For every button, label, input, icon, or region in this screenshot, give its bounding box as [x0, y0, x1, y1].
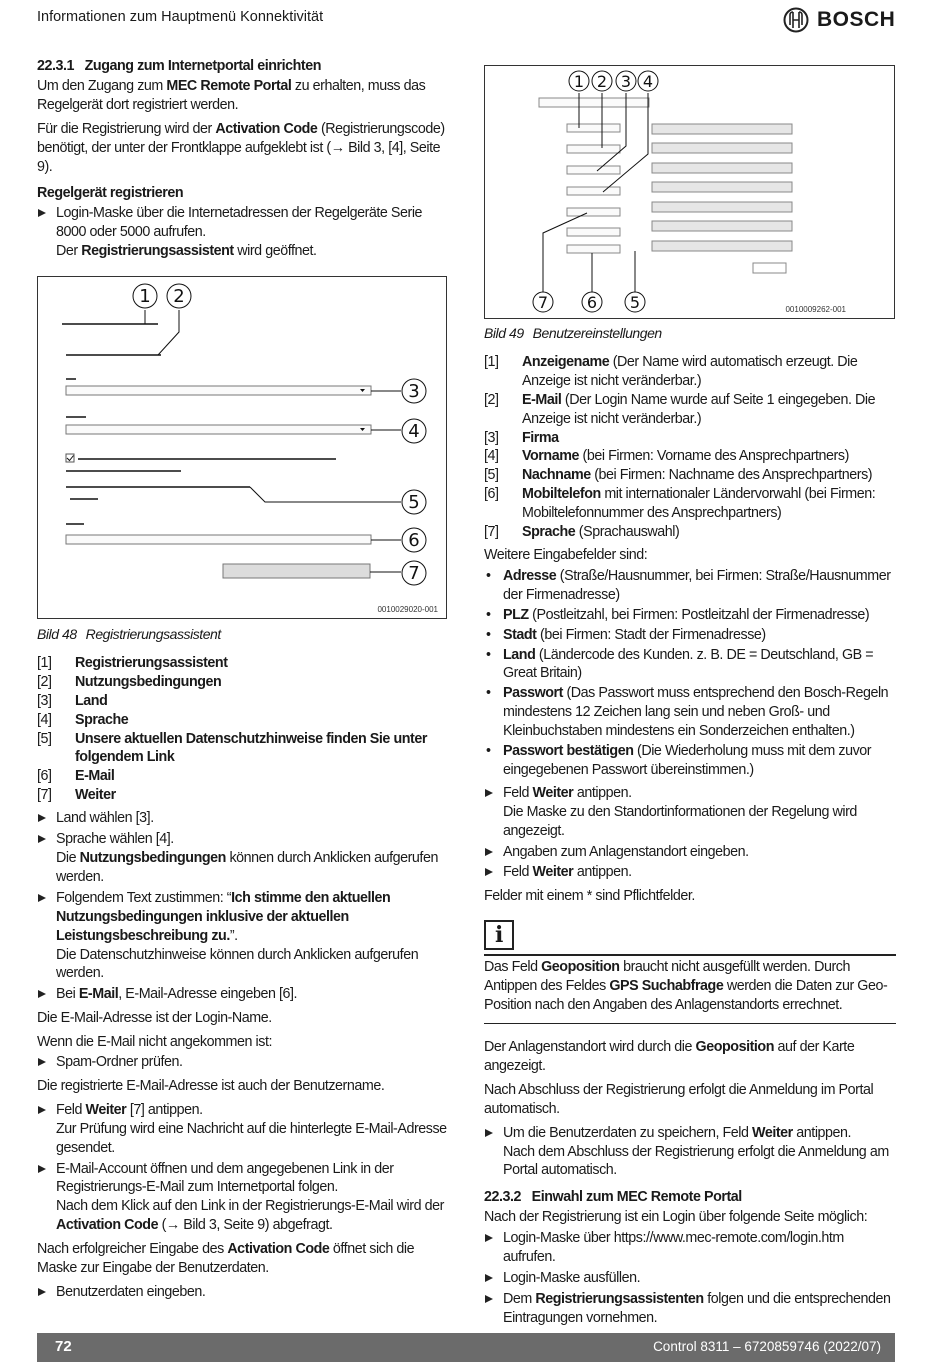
svg-text:7: 7: [408, 563, 420, 584]
callout-1: [133, 284, 157, 308]
wizard-diagram: [38, 277, 446, 618]
paragraph: Wenn die E-Mail nicht angekommen ist:: [37, 1034, 272, 1051]
svg-text:1: 1: [139, 286, 151, 307]
section-heading-22-3-2: 22.3.2 Einwahl zum MEC Remote Portal: [484, 1189, 742, 1206]
callout-2: [592, 71, 612, 91]
info-divider: [484, 1023, 896, 1024]
page-footer: [37, 1333, 895, 1362]
legend-item: [2] E-Mail (Der Login Name wurde auf Seite 1 eingegeben. Die Anzeige ist nicht veränderbar.): [484, 391, 876, 427]
instruction-step: Angaben zum Anlagenstandort eingeben.: [484, 843, 896, 862]
svg-text:3: 3: [620, 72, 632, 91]
legend-item: [5] Unsere aktuellen Datenschutzhinweise finden Sie unter folgendem Link: [37, 730, 427, 766]
legend-list: [484, 353, 896, 542]
info-text: Das Feld Geoposition braucht nicht ausgefüllt werden. Durch Antippen des Feldes GPS Suchabfrage werden die Daten zur Geo-Position nach den Angaben des Anlagenstandorts errechnet.: [484, 959, 888, 1014]
instruction-step: Um die Benutzerdaten zu speichern, Feld Weiter antippen. Nach dem Abschluss der Registrierung erfolgt die Anmeldung am Portal automatisch.: [484, 1124, 896, 1181]
legend-item: [3] Firma: [484, 429, 559, 446]
figure-registration-wizard: [37, 276, 447, 619]
callout-3: [402, 379, 426, 403]
paragraph: Felder mit einem * sind Pflichtfelder.: [484, 888, 695, 905]
instruction-step: Dem Registrierungsassistenten folgen und die entsprechenden Eintragungen vornehmen.: [484, 1290, 896, 1328]
callout-7: [402, 561, 426, 585]
legend-item: [3] Land: [37, 692, 108, 709]
left-column-top: [37, 57, 447, 263]
legend-item: [1] Registrierungsassistent: [37, 654, 228, 671]
svg-text:2: 2: [596, 72, 608, 91]
info-icon: i: [484, 920, 514, 950]
running-header-title: Informationen zum Hauptmenü Konnektivität: [37, 9, 324, 25]
svg-text:1: 1: [573, 72, 585, 91]
legend-item: [4] Sprache: [37, 711, 129, 728]
info-box: [484, 920, 896, 1024]
field-item: • Land (Ländercode des Kunden. z. B. DE = Deutschland, GB = Great Britain): [484, 646, 896, 684]
field-item: • PLZ (Postleitzahl, bei Firmen: Postleitzahl der Firmenadresse): [484, 606, 896, 625]
paragraph: Die registrierte E-Mail-Adresse ist auch der Benutzername.: [37, 1077, 385, 1094]
paragraph: Der Anlagenstandort wird durch die Geoposition auf der Karte angezeigt.: [484, 1039, 855, 1074]
instruction-step: Login-Maske ausfüllen.: [484, 1269, 896, 1288]
page-number: 72: [55, 1338, 72, 1355]
legend-item: [6] E-Mail: [37, 768, 115, 785]
legend-list: [37, 654, 449, 805]
callout-4: [638, 71, 658, 91]
instruction-step: Benutzerdaten eingeben.: [37, 1283, 449, 1302]
field-item: • Adresse (Straße/Hausnummer, bei Firmen: Straße/Hausnummer der Firmenadresse): [484, 567, 896, 605]
brand-wordmark: BOSCH: [817, 8, 896, 31]
paragraph: Um den Zugang zum MEC Remote Portal zu erhalten, muss das Regelgerät dort registriert werden.: [37, 77, 426, 113]
subheading-register: Regelgerät registrieren: [37, 185, 184, 202]
svg-text:5: 5: [629, 293, 641, 312]
callout-7: [533, 292, 553, 312]
svg-text:2: 2: [173, 286, 185, 307]
paragraph: Die E-Mail-Adresse ist der Login-Name.: [37, 1010, 272, 1027]
instruction-step: Folgendem Text zustimmen: “Ich stimme den aktuellen Nutzungsbedingungen inklusive der aktuellen Leistungsbeschreibung zu.”. Die Datenschutzhinweise können durch Anklicken aufgerufen werden.: [37, 889, 449, 984]
callout-5: [402, 490, 426, 514]
figure-id: 0010009262-001: [785, 305, 846, 314]
figure-caption: Bild 48 Registrierungsassistent: [37, 626, 221, 642]
document-reference: Control 8311 – 6720859746 (2022/07): [653, 1339, 881, 1354]
svg-text:7: 7: [537, 293, 549, 312]
paragraph: Weitere Eingabefelder sind:: [484, 546, 648, 563]
bosch-armature-icon: [783, 7, 809, 33]
svg-text:6: 6: [408, 530, 420, 551]
left-column-bottom: [37, 619, 449, 1304]
svg-text:3: 3: [408, 381, 420, 402]
callout-4: [402, 419, 426, 443]
legend-item: [7] Sprache (Sprachauswahl): [484, 524, 680, 541]
svg-text:4: 4: [408, 421, 420, 442]
callout-3: [616, 71, 636, 91]
legend-item: [5] Nachname (bei Firmen: Nachname des Ansprechpartners): [484, 467, 873, 484]
right-column: [484, 318, 896, 1330]
paragraph: Für die Registrierung wird der Activation Code (Registrierungscode) benötigt, der unter der Frontklappe aufgeklebt ist (→ Bild 3, [4], Seite 9).: [37, 120, 445, 175]
field-item: • Passwort bestätigen (Die Wiederholung muss mit dem zuvor eingegebenen Passwort übereinstimmen.): [484, 742, 896, 780]
field-item: • Stadt (bei Firmen: Stadt der Firmenadresse): [484, 626, 896, 645]
paragraph: Nach erfolgreicher Eingabe des Activation Code öffnet sich die Maske zur Eingabe der Benutzerdaten.: [37, 1241, 415, 1277]
callout-5: [625, 292, 645, 312]
instruction-step: Login-Maske über die Internetadressen der Regelgeräte Serie 8000 oder 5000 aufrufen. Der Registrierungsassistent wird geöffnet.: [37, 204, 447, 261]
callout-6: [402, 528, 426, 552]
instruction-step: Login-Maske über https://www.mec-remote.com/login.htm aufrufen.: [484, 1229, 896, 1267]
instruction-step: E-Mail-Account öffnen und dem angegebenen Link in der Registrierungs-E-Mail zum Internetportal folgen. Nach dem Klick auf den Link in der Registrierungs-E-Mail wird der Activation Code (→ Bild 3, Seite 9) abgefragt.: [37, 1160, 449, 1236]
legend-item: [7] Weiter: [37, 787, 116, 804]
field-item: • Passwort (Das Passwort muss entsprechend den Bosch-Regeln mindestens 12 Zeichen lang sein und neben Groß- und Kleinbuchstaben mindestens ein Sonderzeichen enthalten.): [484, 684, 896, 741]
callout-2: [167, 284, 191, 308]
callout-1: [569, 71, 589, 91]
paragraph: Nach der Registrierung ist ein Login über folgende Seite möglich:: [484, 1209, 868, 1226]
legend-item: [2] Nutzungsbedingungen: [37, 673, 222, 690]
callout-6: [582, 292, 602, 312]
figure-caption: Bild 49 Benutzereinstellungen: [484, 325, 662, 341]
legend-item: [6] Mobiltelefon mit internationaler Ländervorwahl (bei Firmen: Mobiltelefonnummer des Ansprechpartners): [484, 486, 876, 522]
instruction-step: Spam-Ordner prüfen.: [37, 1053, 449, 1072]
paragraph: Nach Abschluss der Registrierung erfolgt die Anmeldung im Portal automatisch.: [484, 1081, 874, 1117]
instruction-step: Land wählen [3].: [37, 809, 449, 828]
legend-item: [4] Vorname (bei Firmen: Vorname des Ansprechpartners): [484, 448, 849, 465]
section-heading-22-3-1: 22.3.1 Zugang zum Internetportal einrichten: [37, 58, 322, 74]
instruction-step: Feld Weiter antippen.: [484, 863, 896, 882]
bosch-logo: [783, 6, 895, 34]
svg-text:5: 5: [408, 492, 420, 513]
info-divider: [484, 954, 896, 956]
svg-text:4: 4: [642, 72, 654, 91]
legend-item: [1] Anzeigename (Der Name wird automatisch erzeugt. Die Anzeige ist nicht veränderbar.): [484, 353, 858, 389]
figure-id: 0010029020-001: [377, 605, 438, 614]
settings-diagram: [485, 66, 894, 318]
instruction-step: Bei E-Mail, E-Mail-Adresse eingeben [6].: [37, 985, 449, 1004]
instruction-step: Feld Weiter antippen. Die Maske zu den Standortinformationen der Regelung wird angezeigt.: [484, 784, 896, 841]
svg-text:6: 6: [586, 293, 598, 312]
instruction-step: Sprache wählen [4]. Die Nutzungsbedingungen können durch Anklicken aufgerufen werden.: [37, 830, 449, 887]
figure-user-settings: [484, 65, 895, 319]
instruction-step: Feld Weiter [7] antippen. Zur Prüfung wird eine Nachricht auf die hinterlegte E-Mail-Adresse gesendet.: [37, 1101, 449, 1158]
